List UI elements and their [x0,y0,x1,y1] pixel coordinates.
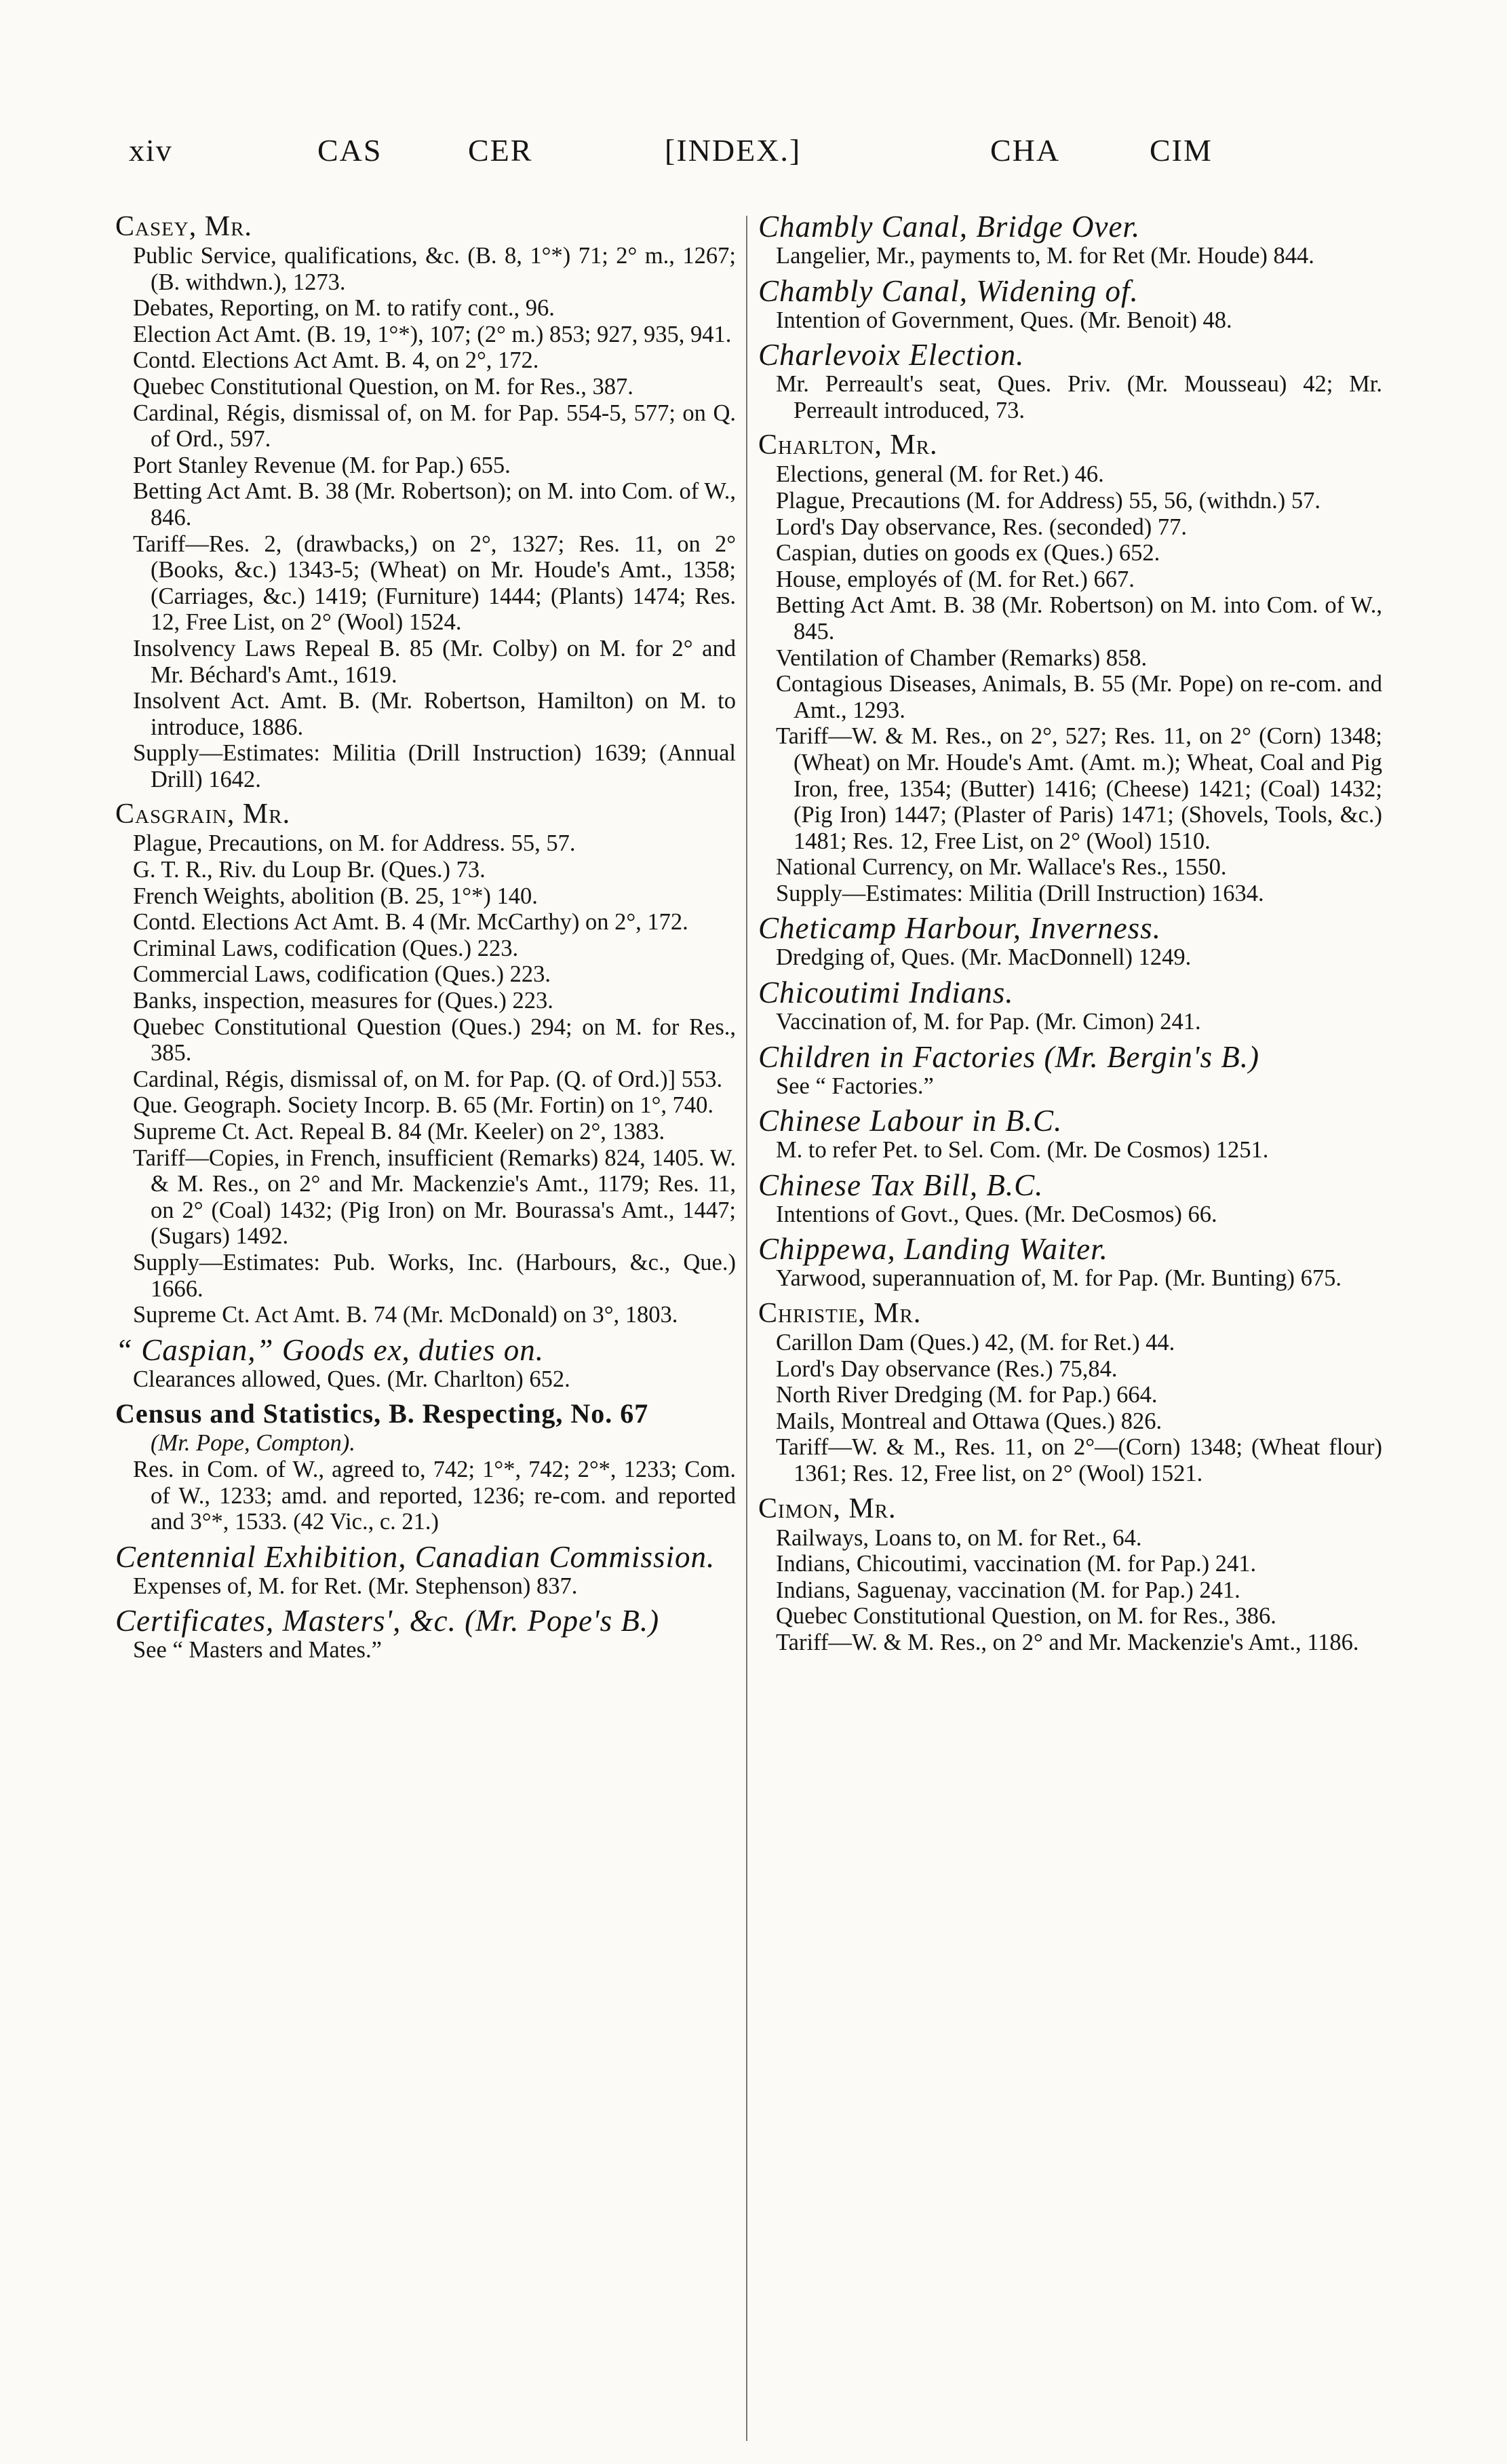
entry-reference: Insolvent Act. Amt. B. (Mr. Robertson, Hamilton) on M. to introduce, 1886. [133,688,736,740]
entry-reference: Que. Geograph. Society Incorp. B. 65 (Mr. Fortin) on 1°, 740. [133,1092,714,1119]
entry-reference: Elections, general (M. for Ret.) 46. [776,461,1104,488]
entry-reference: Tariff—Copies, in French, insufficient (Remarks) 824, 1405. W. & M. Res., on 2° and Mr. Mackenzie's Amt., 1179; Res. 11, on 2° (Coal) 1432; (Pig Iron) on Mr. Bourassa's Amt., 1447; (Sugars) 1492. [133,1144,736,1250]
index-entry [758,976,1382,1035]
index-entry [758,1493,1382,1656]
entry-reference: Mr. Perreault's seat, Ques. Priv. (Mr. Mousseau) 42; Mr. Perreault introduced, 73. [776,371,1382,423]
entry-reference: Vaccination of, M. for Pap. (Mr. Cimon) 241. [776,1009,1201,1035]
entry-reference: Res. in Com. of W., agreed to, 742; 1°*, 742; 2°*, 1233; Com. of W., 1233; amd. and reported, 1236; re-com. and reported and 3°*, 1533. (42 Vic., c. 21.) [133,1456,736,1535]
entry-reference: House, employés of (M. for Ret.) 667. [776,566,1135,592]
entry-reference: Banks, inspection, measures for (Ques.) 223. [133,988,553,1014]
entry-subheading: (Mr. Pope, Compton). [151,1430,355,1457]
entry-heading: Casey, Mr. [115,211,252,242]
entry-heading: Cimon, Mr. [758,1493,897,1524]
entry-reference: Quebec Constitutional Question, on M. for Res., 386. [776,1603,1276,1630]
index-entry [758,275,1382,334]
entry-heading: Children in Factories (Mr. Bergin's B.) [758,1039,1259,1074]
entry-heading: Chinese Labour in B.C. [758,1104,1063,1138]
index-entry [758,339,1382,423]
index-entry [758,1104,1382,1163]
entry-reference: Supply—Estimates: Militia (Drill Instruction) 1634. [776,880,1264,906]
entry-reference: Cardinal, Régis, dismissal of, on M. for Pap. (Q. of Ord.)] 553. [133,1066,723,1092]
entry-reference: Insolvency Laws Repeal B. 85 (Mr. Colby) on M. for 2° and Mr. Béchard's Amt., 1619. [133,635,736,688]
entry-reference: Betting Act Amt. B. 38 (Mr. Robertson) on M. into Com. of W., 845. [776,592,1382,644]
entry-heading: Christie, Mr. [758,1298,922,1330]
entry-reference: Contd. Elections Act Amt. B. 4, on 2°, 172. [133,347,539,374]
column-divider [746,216,747,2441]
entry-reference: Clearances allowed, Ques. (Mr. Charlton) 652. [133,1366,570,1392]
entry-heading: Certificates, Masters', &c. (Mr. Pope's B.) [115,1604,660,1638]
entry-heading: Chicoutimi Indians. [758,976,1014,1010]
entry-reference: Supreme Ct. Act Amt. B. 74 (Mr. McDonald) on 3°, 1803. [133,1302,678,1328]
entry-reference: Intentions of Govt., Ques. (Mr. DeCosmos) 66. [776,1201,1217,1227]
index-entry [758,1169,1382,1228]
entry-heading: Chambly Canal, Bridge Over. [758,210,1141,244]
entry-reference: Dredging of, Ques. (Mr. MacDonnell) 1249. [776,944,1192,971]
entry-heading: “ Caspian,” Goods ex, duties on. [115,1332,545,1367]
index-entry [115,798,736,1328]
index-entry [115,1541,736,1600]
entry-reference: Railways, Loans to, on M. for Ret., 64. [776,1524,1142,1551]
header-left-from: CAS [317,133,383,168]
index-entry [115,1604,736,1663]
entry-reference: Carillon Dam (Ques.) 42, (M. for Ret.) 44. [776,1330,1175,1356]
entry-reference: Supply—Estimates: Pub. Works, Inc. (Harbours, &c., Que.) 1666. [133,1249,736,1302]
entry-reference: Tariff—Res. 2, (drawbacks,) on 2°, 1327; Res. 11, on 2° (Books, &c.) 1343-5; (Wheat) on Mr. Houde's Amt., 1358; (Carriages, &c.) 1419; (Furniture) 1444; (Plants) 1474; Res. 12, Free List, on 2° (Wool) 1524. [133,531,736,636]
entry-reference: Quebec Constitutional Question (Ques.) 294; on M. for Res., 385. [133,1014,736,1066]
entry-reference: Intention of Government, Ques. (Mr. Benoit) 48. [776,307,1232,333]
entry-heading: Chippewa, Landing Waiter. [758,1232,1108,1267]
entry-heading: Chinese Tax Bill, B.C. [758,1168,1044,1202]
entry-reference: Langelier, Mr., payments to, M. for Ret (Mr. Houde) 844. [776,243,1314,269]
entry-reference: See “ Factories.” [776,1073,934,1099]
entry-reference: Yarwood, superannuation of, M. for Pap. (Mr. Bunting) 675. [776,1265,1342,1292]
index-column-right [758,210,1382,1661]
entry-heading: Charlevoix Election. [758,338,1025,372]
header-left-to: CER [468,133,533,168]
page-number: xiv [129,133,173,168]
index-entry [115,210,736,792]
entry-heading: Charlton, Mr. [758,429,938,461]
entry-reference: Contd. Elections Act Amt. B. 4 (Mr. McCarthy) on 2°, 172. [133,909,688,936]
entry-reference: Supply—Estimates: Militia (Drill Instruction) 1639; (Annual Drill) 1642. [133,740,736,792]
entry-reference: Tariff—W. & M. Res., on 2° and Mr. Mackenzie's Amt., 1186. [776,1629,1359,1655]
entry-heading: Cheticamp Harbour, Inverness. [758,911,1161,946]
entry-reference: Contagious Diseases, Animals, B. 55 (Mr. Pope) on re-com. and Amt., 1293. [776,671,1382,723]
running-header [129,132,1404,180]
entry-reference: Debates, Reporting, on M. to ratify cont., 96. [133,295,555,322]
entry-reference: Ventilation of Chamber (Remarks) 858. [776,644,1148,671]
entry-reference: G. T. R., Riv. du Loup Br. (Ques.) 73. [133,857,486,883]
entry-reference: Indians, Chicoutimi, vaccination (M. for Pap.) 241. [776,1551,1257,1577]
header-right-from: CHA [990,133,1061,168]
entry-reference: Expenses of, M. for Ret. (Mr. Stephenson) 837. [133,1573,578,1599]
entry-reference: Lord's Day observance (Res.) 75,84. [776,1355,1118,1382]
entry-heading: Casgrain, Mr. [115,798,291,830]
entry-reference: Cardinal, Régis, dismissal of, on M. for Pap. 554-5, 577; on Q. of Ord., 597. [133,400,736,453]
entry-reference: Mails, Montreal and Ottawa (Ques.) 826. [776,1408,1162,1434]
entry-reference: Caspian, duties on goods ex (Ques.) 652. [776,540,1160,566]
entry-reference: Quebec Constitutional Question, on M. for Res., 387. [133,373,633,400]
index-entry [758,210,1382,269]
index-entry [115,1334,736,1393]
entry-reference: Betting Act Amt. B. 38 (Mr. Robertson); on M. into Com. of W., 846. [133,478,736,531]
index-entry [758,1233,1382,1292]
index-entry [758,1041,1382,1100]
entry-reference: Plague, Precautions (M. for Address) 55, 56, (withdn.) 57. [776,487,1320,514]
entry-reference: Tariff—W. & M., Res. 11, on 2°—(Corn) 1348; (Wheat flour) 1361; Res. 12, Free list, on 2° (Wool) 1521. [776,1434,1382,1486]
entry-reference: Public Service, qualifications, &c. (B. 8, 1°*) 71; 2° m., 1267; (B. withdwn.), 1273. [133,243,736,295]
entry-heading: Centennial Exhibition, Canadian Commission. [115,1539,716,1574]
entry-reference: Lord's Day observance, Res. (seconded) 77. [776,514,1187,540]
entry-reference: Tariff—W. & M. Res., on 2°, 527; Res. 11, on 2° (Corn) 1348; (Wheat) on Mr. Houde's Amt. (Amt. m.); Wheat, Coal and Pig Iron, free, 1354; (Butter) 1416; (Cheese) 1421; (Coal) 1432; (Pig Iron) 1447; (Plaster of Paris) 1471; (Shovels, Tools, &c.) 1481; Res. 12, Free List, on 2° (Wool) 1510. [776,723,1382,854]
entry-heading: Census and Statistics, B. Respecting, No. 67 [115,1398,649,1429]
entry-reference: Criminal Laws, codification (Ques.) 223. [133,935,519,961]
entry-reference: See “ Masters and Mates.” [133,1637,382,1663]
entry-reference: M. to refer Pet. to Sel. Com. (Mr. De Cosmos) 1251. [776,1137,1269,1163]
entry-reference: Election Act Amt. (B. 19, 1°*), 107; (2° m.) 853; 927, 935, 941. [133,321,732,347]
entry-reference: National Currency, on Mr. Wallace's Res., 1550. [776,854,1227,881]
entry-reference: Supreme Ct. Act. Repeal B. 84 (Mr. Keeler) on 2°, 1383. [133,1119,665,1144]
index-column-left [115,210,736,1669]
entry-reference: Port Stanley Revenue (M. for Pap.) 655. [133,452,511,478]
entry-reference: French Weights, abolition (B. 25, 1°*) 140. [133,883,538,909]
entry-reference: Indians, Saguenay, vaccination (M. for Pap.) 241. [776,1577,1240,1603]
index-entry [758,429,1382,906]
index-entry [115,1398,736,1535]
index-entry [758,912,1382,971]
header-right-to: CIM [1150,133,1213,168]
index-entry [758,1297,1382,1487]
entry-reference: Commercial Laws, codification (Ques.) 223. [133,961,551,988]
header-section: [INDEX.] [665,133,802,168]
entry-heading: Chambly Canal, Widening of. [758,273,1139,308]
entry-reference: Plague, Precautions, on M. for Address. 55, 57. [133,830,576,857]
entry-reference: North River Dredging (M. for Pap.) 664. [776,1382,1158,1408]
